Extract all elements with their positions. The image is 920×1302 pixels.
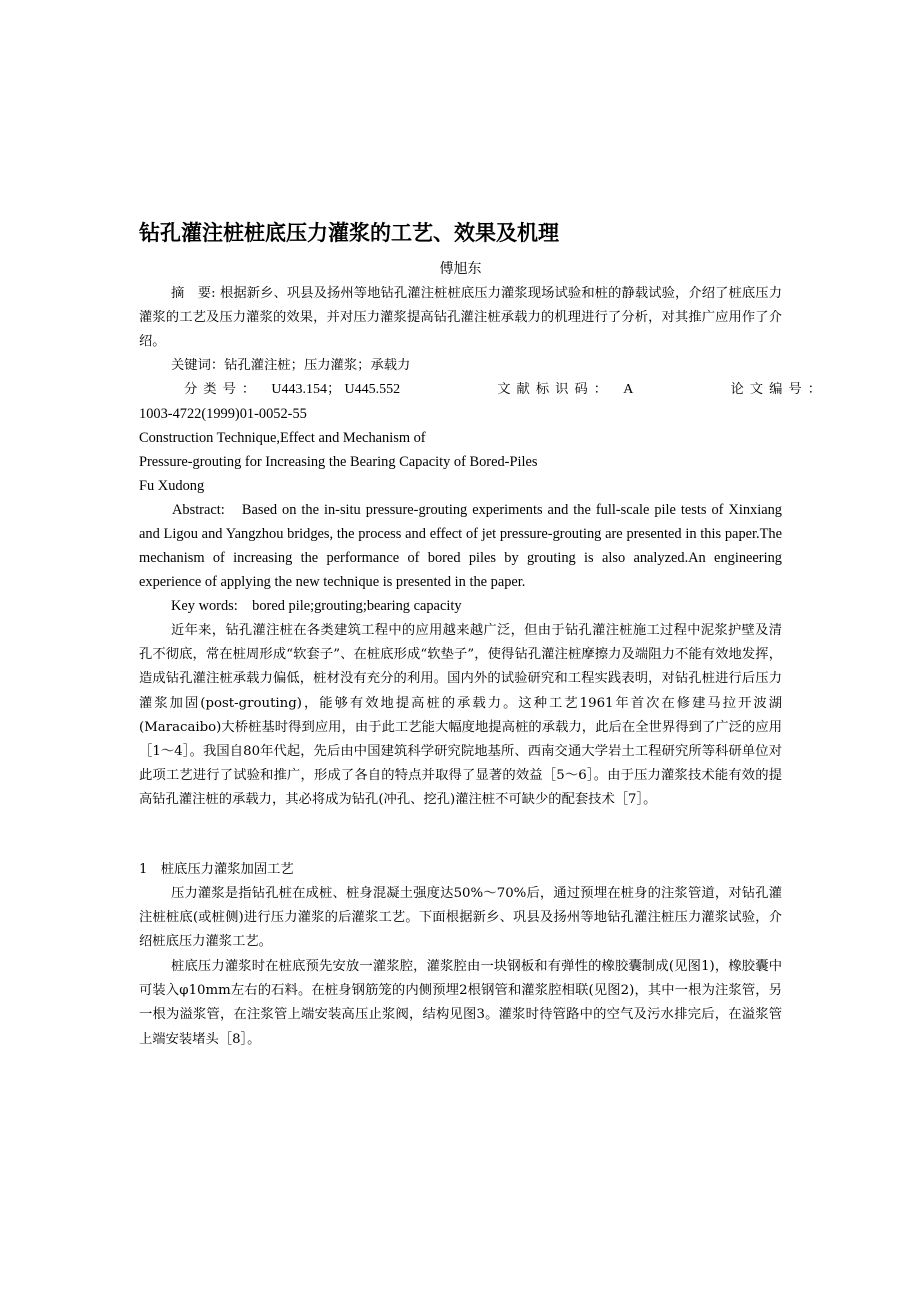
classification-line (139, 378, 827, 402)
title-en-line1: Construction Technique,Effect and Mechanism of (139, 430, 426, 446)
doc-id-value: A (623, 382, 634, 397)
doc-id-group (497, 378, 633, 402)
section1-paragraph1: 压力灌浆是指钻孔桩在成桩、桩身混凝土强度达50%～70%后，通过预埋在桩身的注浆管道，对钻孔灌注桩桩底(或桩侧)进行压力灌浆的后灌浆工艺。下面根据新乡、巩县及扬州等地钻孔灌注桩压力灌浆试验，介绍桩底压力灌浆工艺。 (139, 886, 782, 950)
title-en-line2: Pressure-grouting for Increasing the Bearing Capacity of Bored-Piles (139, 454, 538, 470)
paper-number-label: 论文编号： (730, 382, 827, 397)
class-number-label: 分类号： (184, 382, 262, 397)
intro-paragraph: 近年来，钻孔灌注桩在各类建筑工程中的应用越来越广泛，但由于钻孔灌注桩施工过程中泥浆护壁及清孔不彻底，常在桩周形成“软套子”、在桩底形成“软垫子”，使得钻孔灌注桩摩擦力及端阻力不能有效地发挥，造成钻孔灌注桩承载力偏低，桩材没有充分的利用。国内外的试验研究和工程实践表明，对钻孔桩进行后压力灌浆加固(post-grouting)，能够有效地提高桩的承载力。这种工艺1961年首次在修建马拉开波湖(Maracaibo)大桥桩基时得到应用，由于此工艺能大幅度地提高桩的承载力，此后在全世界得到了广泛的应用［1～4］。我国自80年代起，先后由中国建筑科学研究院地基所、西南交通大学岩土工程研究所等科研单位对此项工艺进行了试验和推广，形成了各自的特点并取得了显著的效益［5～6］。由于压力灌浆技术能有效的提高钻孔灌注桩的承载力，其必将成为钻孔(冲孔、挖孔)灌注桩不可缺少的配套技术［7］。 (139, 623, 782, 808)
paper-number-value: 1003-4722(1999)01-0052-55 (139, 406, 307, 422)
class-number-value: U443.154； U445.552 (271, 382, 401, 397)
keywords-zh: 关键词：钻孔灌注桩；压力灌浆；承载力 (171, 358, 411, 373)
paper-number-group (731, 378, 827, 402)
paper-author: 傅旭东 (439, 261, 482, 277)
abstract-zh: 摘 要: 根据新乡、巩县及扬州等地钻孔灌注桩桩底压力灌浆现场试验和桩的静载试验，介绍了桩底压力灌浆的工艺及压力灌浆的效果，并对压力灌浆提高钻孔灌注桩承载力的机理进行了分析，对其推广应用作了介绍。 (139, 286, 782, 350)
doc-id-label: 文献标识码： (497, 382, 614, 397)
abstract-en: Abstract: Based on the in-situ pressure-grouting experiments and the full-scale pile tests of Xinxiang and Ligou and Yangzhou bridges, the process and effect of jet pressure-grouting are presented in this paper.The mechanism of increasing the performance of bored piles by grouting is also analyzed.An engineering experience of applying the new technique is presented in the paper. (139, 502, 782, 590)
keywords-en: Key words: bored pile;grouting;bearing capacity (171, 598, 462, 614)
section1-heading: 1 桩底压力灌浆加固工艺 (139, 862, 294, 877)
section1-paragraph2: 桩底压力灌浆时在桩底预先安放一灌浆腔，灌浆腔由一块钢板和有弹性的橡胶囊制成(见图1)，橡胶囊中可装入φ10mm左右的石料。在桩身钢筋笼的内侧预埋2根钢管和灌浆腔相联(见图2)，其中一根为注浆管，另一根为溢浆管，在注浆管上端安装高压止浆阀，结构见图3。灌浆时待管路中的空气及污水排完后，在溢浆管上端安装堵头［8］。 (139, 959, 782, 1047)
paper-title: 钻孔灌注桩桩底压力灌浆的工艺、效果及机理 (139, 221, 559, 245)
author-en: Fu Xudong (139, 478, 205, 494)
class-number-group (184, 378, 400, 402)
